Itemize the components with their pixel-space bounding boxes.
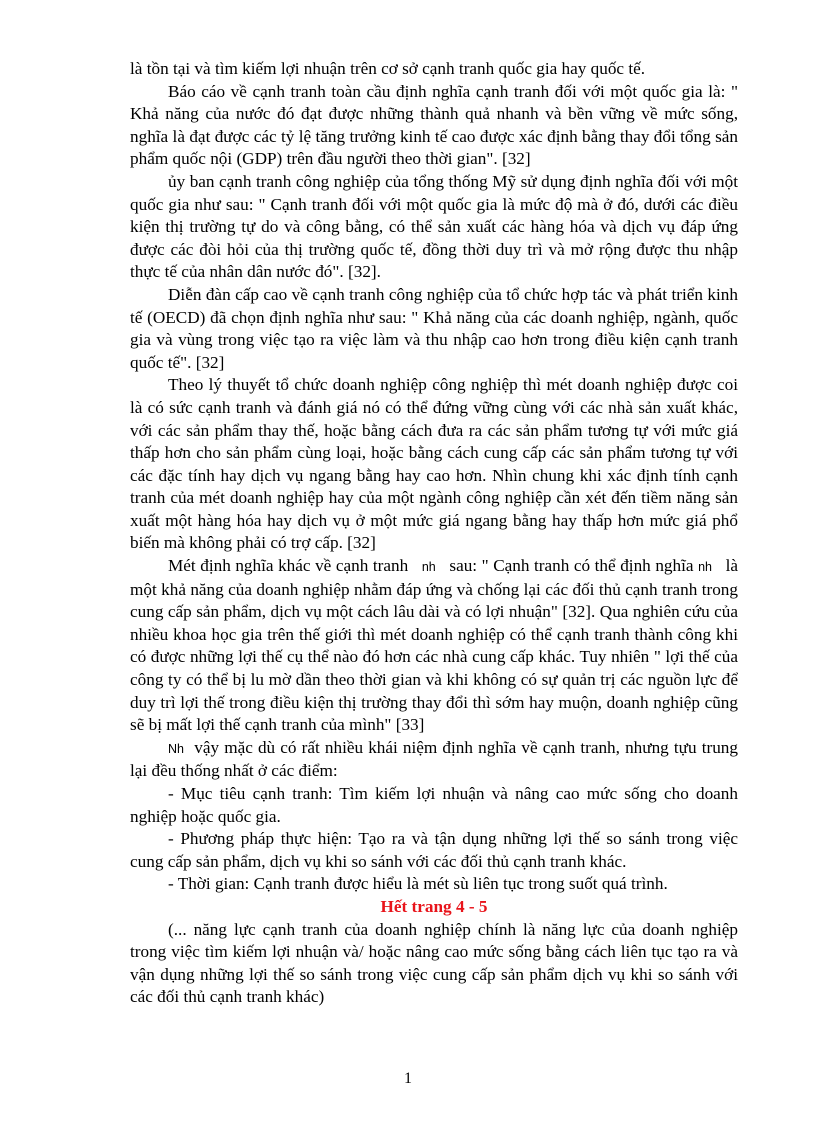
paragraph-6 — [130, 555, 738, 737]
bullet-goal: - Mục tiêu cạnh tranh: Tìm kiếm lợi nhuận và nâng cao mức sống cho doanh nghiệp hoặc quốc gia. — [130, 784, 738, 826]
bullet-method: - Phương pháp thực hiện: Tạo ra và tận dụng những lợi thế so sánh trong việc cung cấp sản phẩm, dịch vụ khi so sánh với các đối thủ cạnh tranh khác. — [130, 829, 738, 871]
bullet-time: - Thời gian: Cạnh tranh được hiểu là mét sù liên tục trong suốt quá trình. — [168, 874, 668, 894]
paragraph-6-nh-2: nh — [698, 560, 712, 575]
paragraph-6-nh-1: nh — [421, 560, 436, 575]
paragraph-7 — [130, 737, 738, 783]
paragraph-1: là tồn tại và tìm kiếm lợi nhuận trên cơ sở cạnh tranh quốc gia hay quốc tế. — [130, 59, 646, 78]
paragraph-6-part-b: sau: " Cạnh tranh có thể định nghĩa — [449, 556, 694, 576]
section-heading: Hết trang 4 - 5 — [380, 896, 488, 916]
paragraph-6-part-c: là một khả năng của doanh nghiệp nhằm đáp ứng và chống lại các đối thủ cạnh tranh trong cung cấp sản phẩm, dịch vụ một cách lâu dài và có lợi nhuận" [32]. Qua nghiên cứu của nhiều khoa học gia trên thế giới thì mét doanh nghiệp có thể cạnh tranh thành công khi có được những lợi thế cụ thể nào đó hơn các nhà cung cấp khác. Tuy nhiên " lợi thế của công ty có thể bị lu mờ dần theo thời gian và khi không có sự quản trị các nguồn lực để duy trì lợi thế trong điều kiện thị trường thay đổi thì sớm hay muộn, doanh nghiệp cũng sẽ bị mất lợi thế cạnh tranh của mình" [33] — [130, 556, 739, 735]
paragraph-2: Báo cáo về cạnh tranh toàn cầu định nghĩa cạnh tranh đối với một quốc gia là: " Khả năng của nước đó đạt được những thành quả nhanh và bền vững về mức sống, nghĩa là đạt được các tỷ lệ tăng trưởng kinh tế cao được xác định bằng thay đổi tổng sản phẩm quốc nội (GDP) trên đầu người theo thời gian". [32] — [130, 81, 738, 169]
paragraph-5: Theo lý thuyết tổ chức doanh nghiệp công nghiệp thì mét doanh nghiệp được coi là có sức cạnh tranh và đánh giá nó có thể đứng vững cùng với các nhà sản xuất khác, với các sản phẩm thay thế, hoặc bằng cách đưa ra các sản phẩm tương tự với mức giá thấp hơn cho sản phẩm cùng loại, hoặc bằng cách cung cấp các sản phẩm tương tự với các đặc tính hay dịch vụ ngang bằng hay cao hơn. Nhìn chung khi xác định tính cạnh tranh của mét doanh nghiệp hay của một ngành công nghiệp cần xét đến tiềm năng sản xuất một hàng hóa hay dịch vụ ở một mức giá ngang bằng hay thấp hơn mức giá phổ biến mà không phải có trợ cấp. [32] — [130, 375, 738, 553]
page-number: 1 — [404, 1070, 412, 1087]
paragraph-8: (... năng lực cạnh tranh của doanh nghiệp chính là năng lực của doanh nghiệp trong việc tìm kiếm lợi nhuận và/ hoặc nâng cao mức sống bằng cách liên tục tạo ra và vận dụng những lợi thế so sánh trong việc cung cấp sản phẩm dịch vụ khi so sánh với các đối thủ cạnh tranh khác) — [130, 919, 738, 1007]
paragraph-6-part-a: Mét định nghĩa khác về cạnh tranh — [168, 556, 409, 576]
paragraph-7-nh: Nh — [168, 741, 184, 756]
paragraph-4: Diễn đàn cấp cao về cạnh tranh công nghiệp của tổ chức hợp tác và phát triển kinh tế (OECD) đã chọn định nghĩa như sau: " Khả năng của các doanh nghiệp, ngành, quốc gia và vùng trong việc tạo ra việc làm và thu nhập cao hơn trong điều kiện cạnh tranh quốc tế". [32] — [130, 284, 738, 372]
paragraph-7-text: vậy mặc dù có rất nhiều khái niệm định nghĩa về cạnh tranh, nhưng tựu trung lại đều thống nhất ở các điểm: — [130, 737, 738, 781]
body-text — [130, 58, 738, 1009]
paragraph-3: ủy ban cạnh tranh công nghiệp của tổng thống Mỹ sử dụng định nghĩa đối với một quốc gia như sau: " Cạnh tranh đối với một quốc gia là mức độ mà ở đó, dưới các điều kiện thị trường tự do và công bằng, có thể sản xuất các hàng hóa và dịch vụ đáp ứng được các đòi hỏi của thị trường quốc tế, đồng thời duy trì và mở rộng được thu nhập thực tế của nhân dân nước đó". [32]. — [130, 171, 738, 282]
